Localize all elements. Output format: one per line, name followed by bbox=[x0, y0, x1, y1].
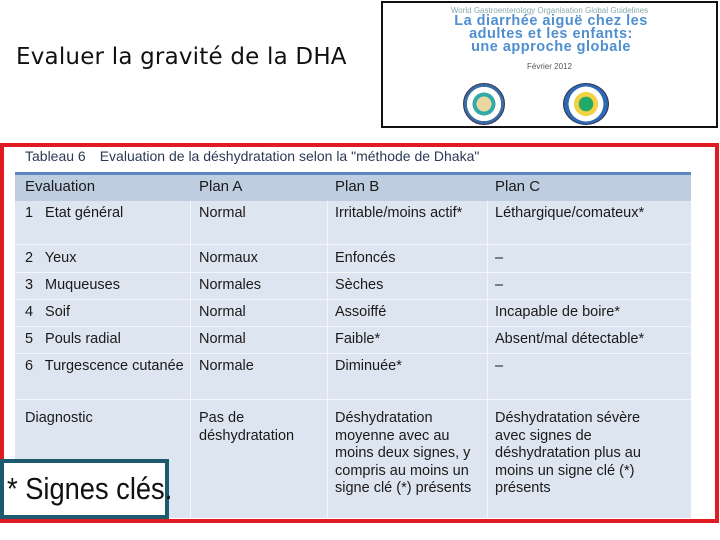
header-plan-a: Plan A bbox=[199, 178, 243, 195]
row-label: 1 Etat général bbox=[25, 205, 124, 221]
plan-a-cell: Normaux bbox=[199, 250, 258, 266]
wgo-logo bbox=[463, 83, 505, 125]
caption-text: Evaluation de la déshydratation selon la "méthode de Dhaka" bbox=[99, 148, 480, 164]
caption-number: Tableau 6 bbox=[25, 148, 86, 164]
cover-heading bbox=[391, 15, 711, 54]
cover-top-line: World Gastroenterology Organisation Global Guidelines bbox=[450, 6, 649, 15]
cover-heading-line: La diarrhée aiguë chez les bbox=[454, 13, 648, 29]
diagnostic-plan-a: Pas de déshydratation bbox=[199, 410, 295, 444]
row-label: 5 Pouls radial bbox=[25, 331, 121, 347]
legend-text: * Signes clés. bbox=[7, 471, 173, 506]
diagnostic-plan-b: Déshydratation moyenne avec au moins deux signes, y compris au moins un signe clé (*) présents bbox=[335, 410, 472, 496]
plan-c-cell: Absent/mal détectable* bbox=[495, 331, 645, 347]
row-label: 4 Soif bbox=[25, 304, 71, 320]
row-label: 6 Turgescence cutanée bbox=[25, 358, 184, 374]
plan-c-cell: Incapable de boire* bbox=[495, 304, 620, 320]
header-evaluation: Evaluation bbox=[25, 178, 96, 195]
row-label: 2 Yeux bbox=[25, 250, 77, 266]
plan-c-cell: – bbox=[495, 250, 504, 266]
row-label: 3 Muqueuses bbox=[25, 277, 120, 293]
plan-b-cell: Assoiffé bbox=[335, 304, 387, 320]
plan-a-cell: Normal bbox=[199, 205, 246, 221]
plan-b-cell: Irritable/moins actif* bbox=[335, 205, 463, 221]
slide-title: Evaluer la gravité de la DHA bbox=[16, 44, 347, 70]
plan-b-cell: Diminuée* bbox=[335, 358, 402, 374]
plan-c-cell: – bbox=[495, 358, 504, 374]
cover-heading-line: adultes et les enfants: bbox=[469, 26, 633, 42]
plan-a-cell: Normale bbox=[199, 358, 254, 374]
header-plan-c: Plan C bbox=[495, 178, 541, 195]
cover-heading-line: une approche globale bbox=[471, 39, 631, 55]
cover-date: Février 2012 bbox=[527, 62, 572, 71]
plan-c-cell: Léthargique/comateux* bbox=[495, 205, 645, 221]
plan-c-cell: – bbox=[495, 277, 504, 293]
header-plan-b: Plan B bbox=[335, 178, 380, 195]
plan-a-cell: Normal bbox=[199, 304, 246, 320]
diagnostic-plan-c: Déshydratation sévère avec signes de déshydratation plus au moins un signe clé (*) présents bbox=[495, 410, 641, 496]
plan-a-cell: Normal bbox=[199, 331, 246, 347]
plan-b-cell: Faible* bbox=[335, 331, 381, 347]
plan-b-cell: Enfoncés bbox=[335, 250, 396, 266]
diagnostic-label: Diagnostic bbox=[25, 410, 93, 426]
plan-a-cell: Normales bbox=[199, 277, 262, 293]
key-signs-legend bbox=[0, 459, 173, 519]
plan-b-cell: Sèches bbox=[335, 277, 384, 293]
cover-thumbnail bbox=[381, 1, 718, 128]
wdd-logo bbox=[563, 83, 609, 125]
